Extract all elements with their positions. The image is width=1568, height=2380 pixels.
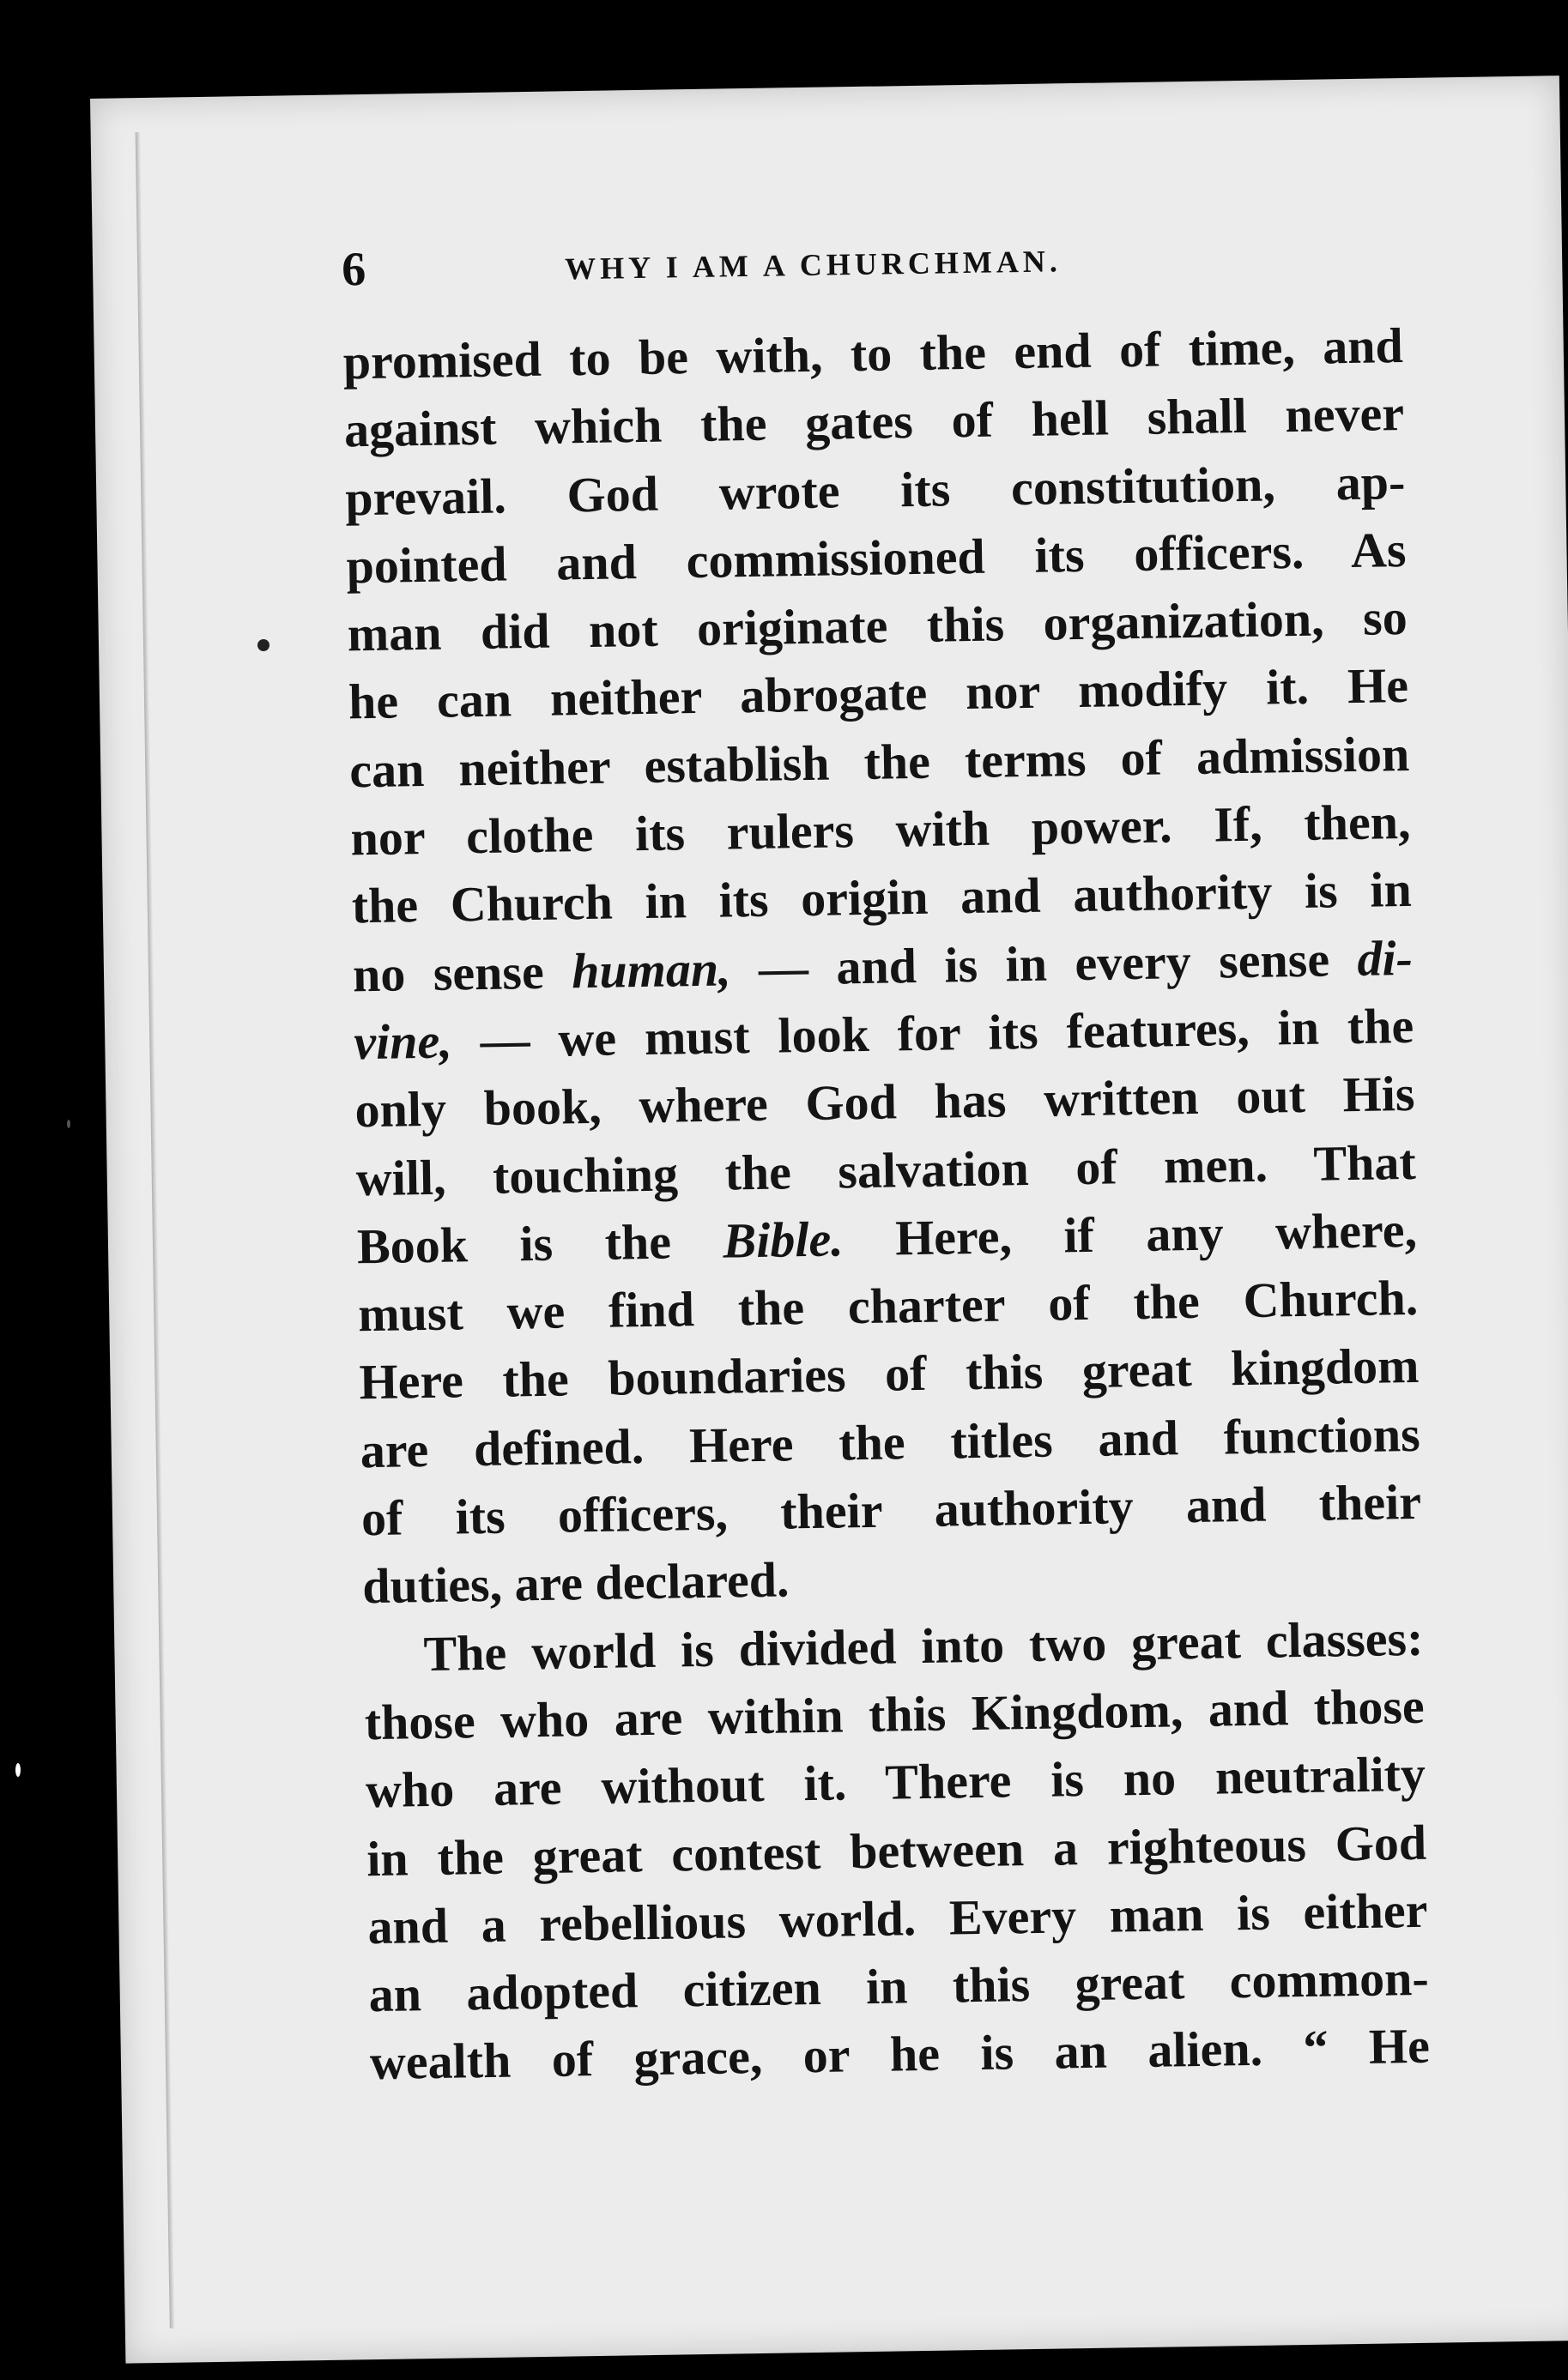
text-run: Here, if any where, bbox=[843, 1201, 1418, 1267]
text-line: The world is divided into two great classes: bbox=[423, 1610, 1424, 1682]
running-header bbox=[342, 227, 1372, 303]
text-line: Here the boundaries of this great kingdom bbox=[359, 1338, 1420, 1410]
text-line: wealth of grace, or he is an alien. “ He bbox=[369, 2018, 1431, 2091]
text-line: he can neither abrogate nor modify it. He bbox=[348, 657, 1409, 730]
margin-speck bbox=[67, 1120, 70, 1128]
text-line: in the great contest between a righteous God bbox=[366, 1814, 1427, 1887]
book-page bbox=[90, 76, 1568, 2364]
text-line: of its officers, their authority and their bbox=[360, 1473, 1422, 1547]
text-line: will, touching the salvation of men. That bbox=[355, 1133, 1417, 1206]
text-line: promised to be with, to the end of time, and bbox=[342, 317, 1404, 390]
page-gutter-shadow bbox=[136, 132, 175, 2329]
text-line: prevail. God wrote its constitution, ap- bbox=[344, 453, 1406, 526]
italic-word: vine, bbox=[353, 1012, 453, 1071]
text-run: no sense bbox=[352, 942, 572, 1002]
text-line: pointed and commissioned its officers. As bbox=[346, 521, 1407, 595]
margin-speck bbox=[15, 1763, 21, 1777]
running-title: WHY I AM A CHURCHMAN. bbox=[564, 244, 1062, 287]
italic-word: Bible. bbox=[722, 1211, 845, 1269]
text-line: who are without it. There is no neutrality bbox=[365, 1746, 1426, 1819]
text-line: an adopted citizen in this great common- bbox=[368, 1949, 1430, 2023]
text-line: are defined. Here the titles and functions bbox=[360, 1405, 1421, 1478]
italic-word: human, bbox=[571, 940, 732, 999]
text-line: duties, are declared. bbox=[361, 1551, 790, 1615]
text-line: those who are within this Kingdom, and those bbox=[364, 1677, 1426, 1751]
page-number: 6 bbox=[341, 242, 366, 297]
text-run: Book is the bbox=[356, 1212, 723, 1275]
text-line: can neither establish the terms of admission bbox=[348, 725, 1410, 799]
text-line: must we find the charter of the Church. bbox=[357, 1270, 1419, 1343]
text-line: and a rebellious world. Every man is either bbox=[366, 1882, 1428, 1955]
text-line: only book, where God has written out His bbox=[354, 1066, 1415, 1139]
italic-word: di- bbox=[1356, 929, 1414, 987]
text-run: — we must look for its features, in the bbox=[451, 997, 1414, 1069]
text-line: against which the gates of hell shall never bbox=[343, 385, 1405, 458]
body-text bbox=[342, 311, 1430, 2097]
text-run: — and is in every sense bbox=[730, 930, 1358, 997]
text-line: the Church in its origin and authority is in bbox=[351, 861, 1413, 934]
margin-speck bbox=[257, 639, 269, 651]
text-line: nor clothe its rulers with power. If, then, bbox=[350, 794, 1411, 867]
text-line: man did not originate this organization, so bbox=[347, 589, 1408, 662]
